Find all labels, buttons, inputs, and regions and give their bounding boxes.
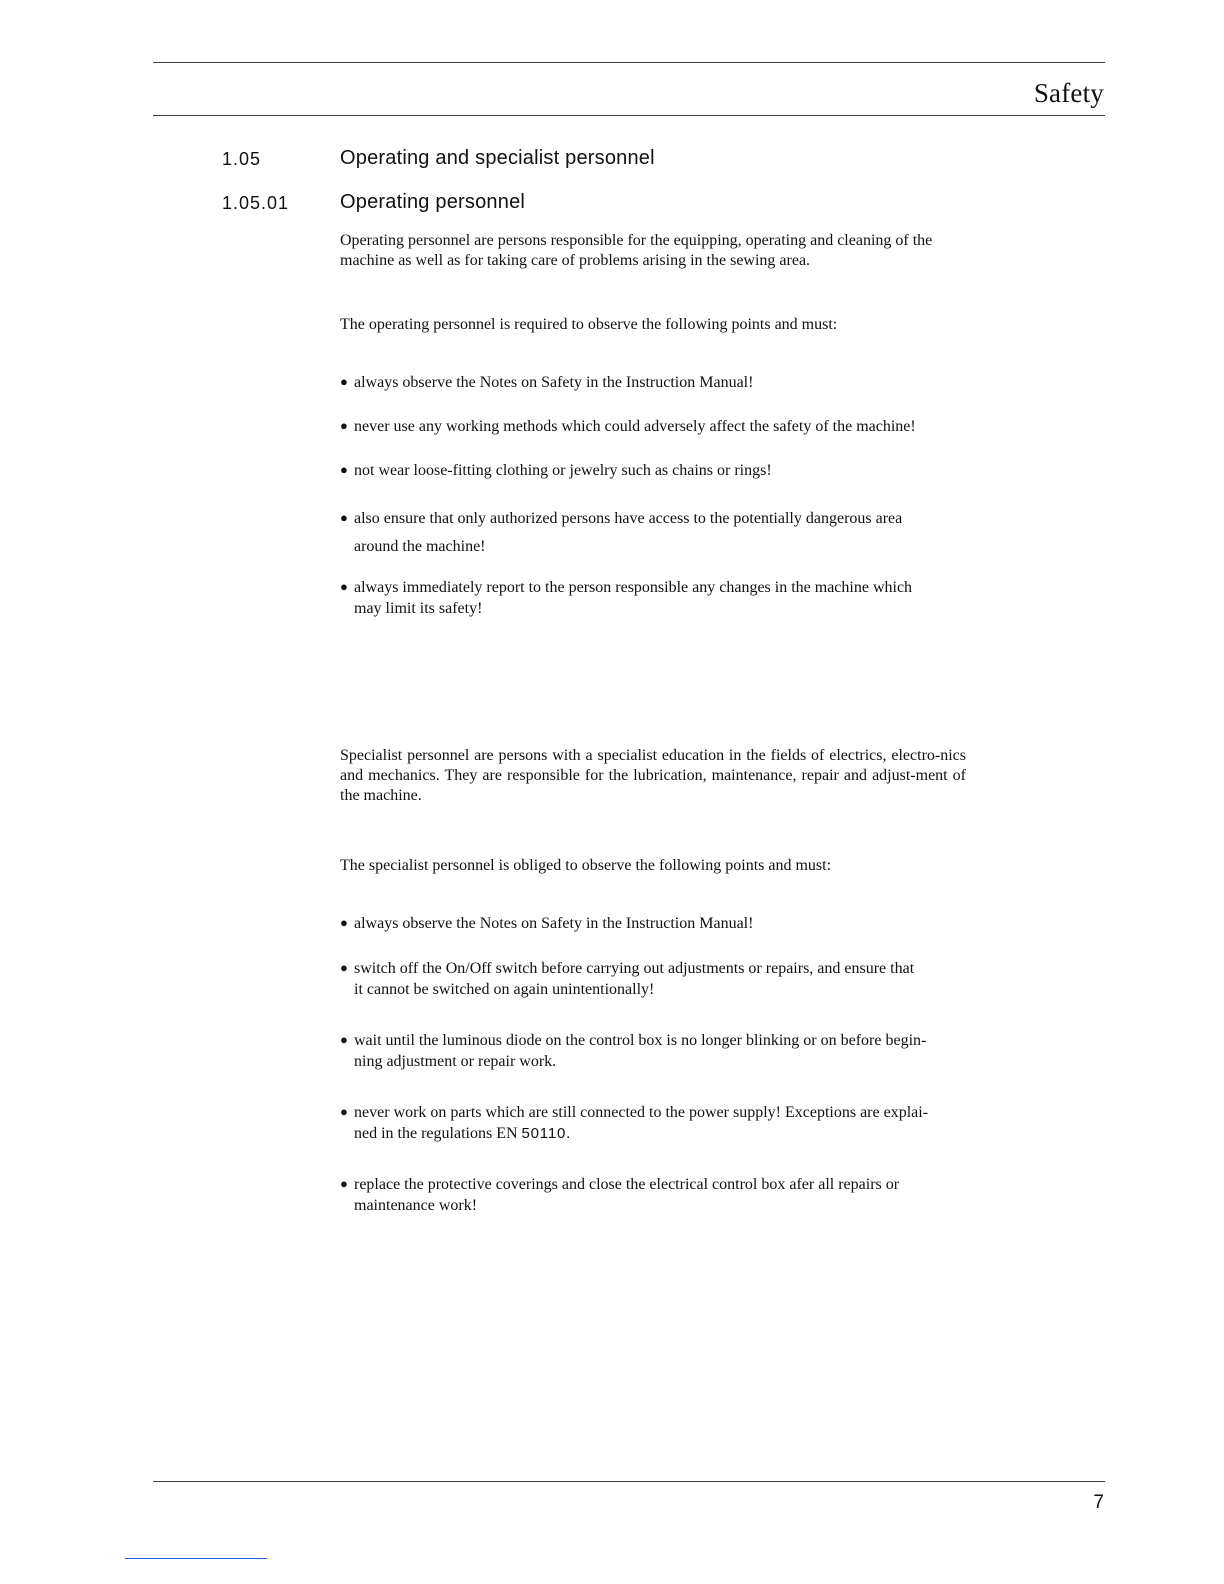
operating-bullet xyxy=(340,576,980,619)
specialist-bullet xyxy=(340,1101,980,1144)
bullet-dot-icon: ● xyxy=(340,960,348,975)
bullet-text: not wear loose-fitting clothing or jewelry such as chains or rings! xyxy=(354,462,772,479)
header-bottom-rule xyxy=(153,115,1105,116)
specialist-bullet xyxy=(340,912,980,934)
operating-bullet xyxy=(340,371,980,393)
bullet-text: replace the protective coverings and close the electrical control box afer all repairs or xyxy=(354,1176,900,1193)
operating-bullet xyxy=(340,504,980,561)
section-number: 1.05 xyxy=(222,149,262,169)
operating-intro: Operating personnel are persons responsible for the equipping, operating and cleaning of the machine as well as for taking care of problems arising in the sewing area. xyxy=(340,232,933,269)
section-title: Operating and specialist personnel xyxy=(340,147,655,169)
footer-rule xyxy=(153,1481,1105,1482)
specialist-bullet xyxy=(340,1029,980,1072)
header-top-rule xyxy=(153,62,1105,63)
bullet-text: never work on parts which are still connected to the power supply! Exceptions are explai- xyxy=(354,1104,929,1121)
subsection-number: 1.05.01 xyxy=(222,193,290,213)
bullet-dot-icon: ● xyxy=(340,915,348,930)
bottom-link-underline xyxy=(125,1558,267,1559)
bullet-text: also ensure that only authorized persons have access to the potentially dangerous area xyxy=(354,510,903,527)
operating-bullet xyxy=(340,415,1000,437)
bullet-continuation: around the machine! xyxy=(354,538,486,555)
bullet-dot-icon: ● xyxy=(340,1176,348,1191)
bullet-dot-icon: ● xyxy=(340,462,348,477)
header-title: Safety xyxy=(1033,78,1104,108)
specialist-bullet xyxy=(340,957,980,1000)
bullet-text: always observe the Notes on Safety in the Instruction Manual! xyxy=(354,915,754,932)
bullet-continuation-text: ned in the regulations EN xyxy=(354,1125,518,1142)
operating-requirement: The operating personnel is required to observe the following points and must: xyxy=(340,316,838,333)
specialist-bullet xyxy=(340,1173,980,1216)
regulation-code: 50110. xyxy=(521,1125,572,1142)
bullet-continuation: maintenance work! xyxy=(354,1197,478,1214)
specialist-requirement: The specialist personnel is obliged to observe the following points and must: xyxy=(340,857,832,874)
bullet-dot-icon: ● xyxy=(340,1104,348,1119)
operating-bullet xyxy=(340,459,980,481)
bullet-text: wait until the luminous diode on the control box is no longer blinking or on before begin- xyxy=(354,1032,927,1049)
page-number: 7 xyxy=(1093,1492,1104,1513)
bullet-continuation: ning adjustment or repair work. xyxy=(354,1053,557,1070)
bullet-text: always observe the Notes on Safety in the Instruction Manual! xyxy=(354,374,754,391)
bullet-text: always immediately report to the person responsible any changes in the machine which xyxy=(354,579,913,596)
specialist-intro: Specialist personnel are persons with a specialist education in the fields of electrics, electro-nics and mechanics. They are responsible for the lubrication, maintenance, repair and adjust-ment of the machine. xyxy=(340,747,966,804)
bullet-dot-icon: ● xyxy=(340,374,348,389)
bullet-dot-icon: ● xyxy=(340,1032,348,1047)
bullet-continuation: may limit its safety! xyxy=(354,600,483,617)
bullet-dot-icon: ● xyxy=(340,418,348,433)
bullet-continuation xyxy=(340,1123,980,1144)
bullet-continuation: it cannot be switched on again unintentionally! xyxy=(354,981,655,998)
bullet-dot-icon: ● xyxy=(340,510,348,525)
bullet-text: switch off the On/Off switch before carrying out adjustments or repairs, and ensure that xyxy=(354,960,915,977)
subsection-title: Operating personnel xyxy=(340,191,526,213)
bullet-text: never use any working methods which could adversely affect the safety of the machine! xyxy=(354,418,916,435)
bullet-dot-icon: ● xyxy=(340,579,348,594)
